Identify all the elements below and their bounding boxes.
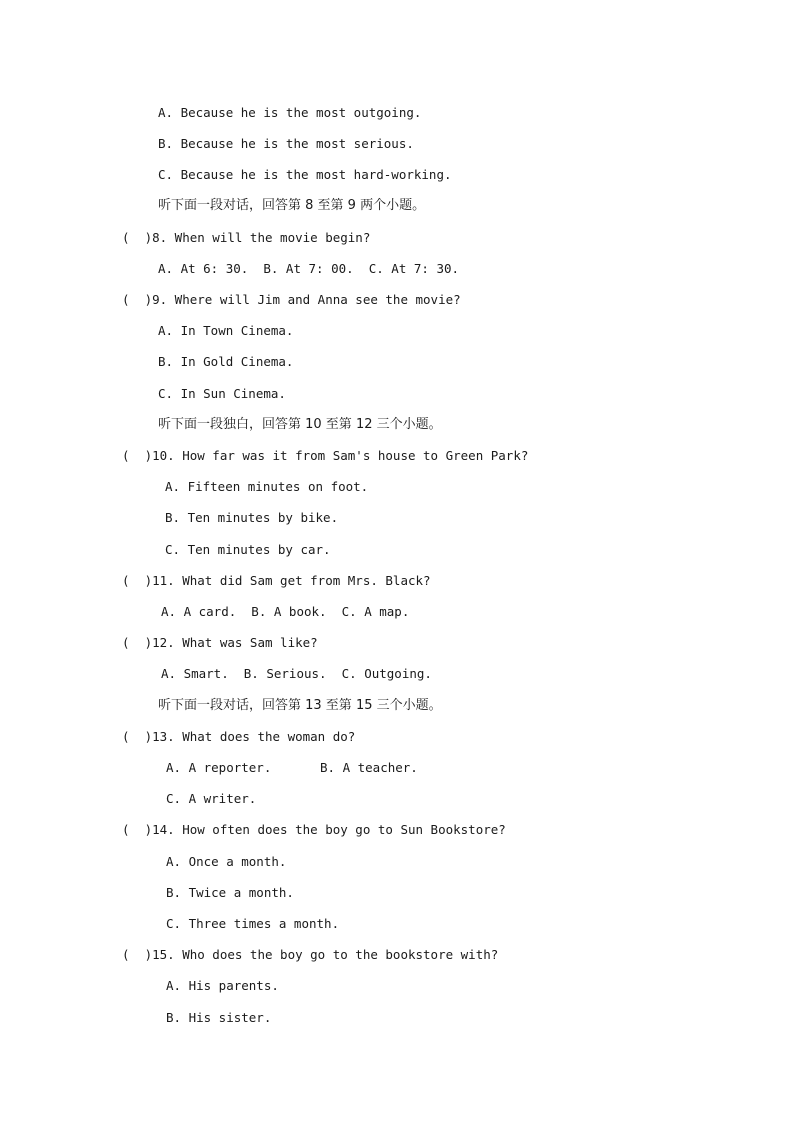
question-13-option-b: B. A teacher. (320, 760, 418, 775)
question-10-option-a: A. Fifteen minutes on foot. (165, 479, 369, 494)
q7-option-b: B. Because he is the most serious. (158, 136, 414, 151)
question-9-stem: ( )9. Where will Jim and Anna see the movie? (122, 292, 461, 307)
question-12-stem: ( )12. What was Sam like? (122, 635, 318, 650)
question-9-option-b: B. In Gold Cinema. (158, 354, 294, 369)
section-instruction-10-12: 听下面一段独白，回答第 10 至第 12 三个小题。 (158, 417, 442, 432)
question-14-stem: ( )14. How often does the boy go to Sun Bookstore? (122, 822, 506, 837)
section-instruction-8-9: 听下面一段对话，回答第 8 至第 9 两个小题。 (158, 198, 426, 213)
question-12-options: A. Smart. B. Serious. C. Outgoing. (161, 666, 432, 681)
question-14-option-b: B. Twice a month. (166, 885, 294, 900)
question-13-option-a: A. A reporter. (166, 760, 272, 775)
question-13-option-c: C. A writer. (166, 791, 257, 806)
question-10-option-b: B. Ten minutes by bike. (165, 510, 339, 525)
question-10-option-c: C. Ten minutes by car. (165, 542, 331, 557)
question-14-option-a: A. Once a month. (166, 854, 287, 869)
q7-option-c: C. Because he is the most hard-working. (158, 167, 452, 182)
section-instruction-13-15: 听下面一段对话，回答第 13 至第 15 三个小题。 (158, 698, 442, 713)
question-13-stem: ( )13. What does the woman do? (122, 729, 356, 744)
q7-option-a: A. Because he is the most outgoing. (158, 105, 422, 120)
question-8-stem: ( )8. When will the movie begin? (122, 230, 371, 245)
question-15-option-a: A. His parents. (166, 978, 279, 993)
question-8-options: A. At 6: 30. B. At 7: 00. C. At 7: 30. (158, 261, 460, 276)
question-11-options: A. A card. B. A book. C. A map. (161, 604, 410, 619)
question-9-option-c: C. In Sun Cinema. (158, 386, 286, 401)
question-14-option-c: C. Three times a month. (166, 916, 340, 931)
question-11-stem: ( )11. What did Sam get from Mrs. Black? (122, 573, 431, 588)
question-15-option-b: B. His sister. (166, 1010, 272, 1025)
question-10-stem: ( )10. How far was it from Sam's house to Green Park? (122, 448, 529, 463)
question-15-stem: ( )15. Who does the boy go to the bookstore with? (122, 947, 499, 962)
question-9-option-a: A. In Town Cinema. (158, 323, 294, 338)
